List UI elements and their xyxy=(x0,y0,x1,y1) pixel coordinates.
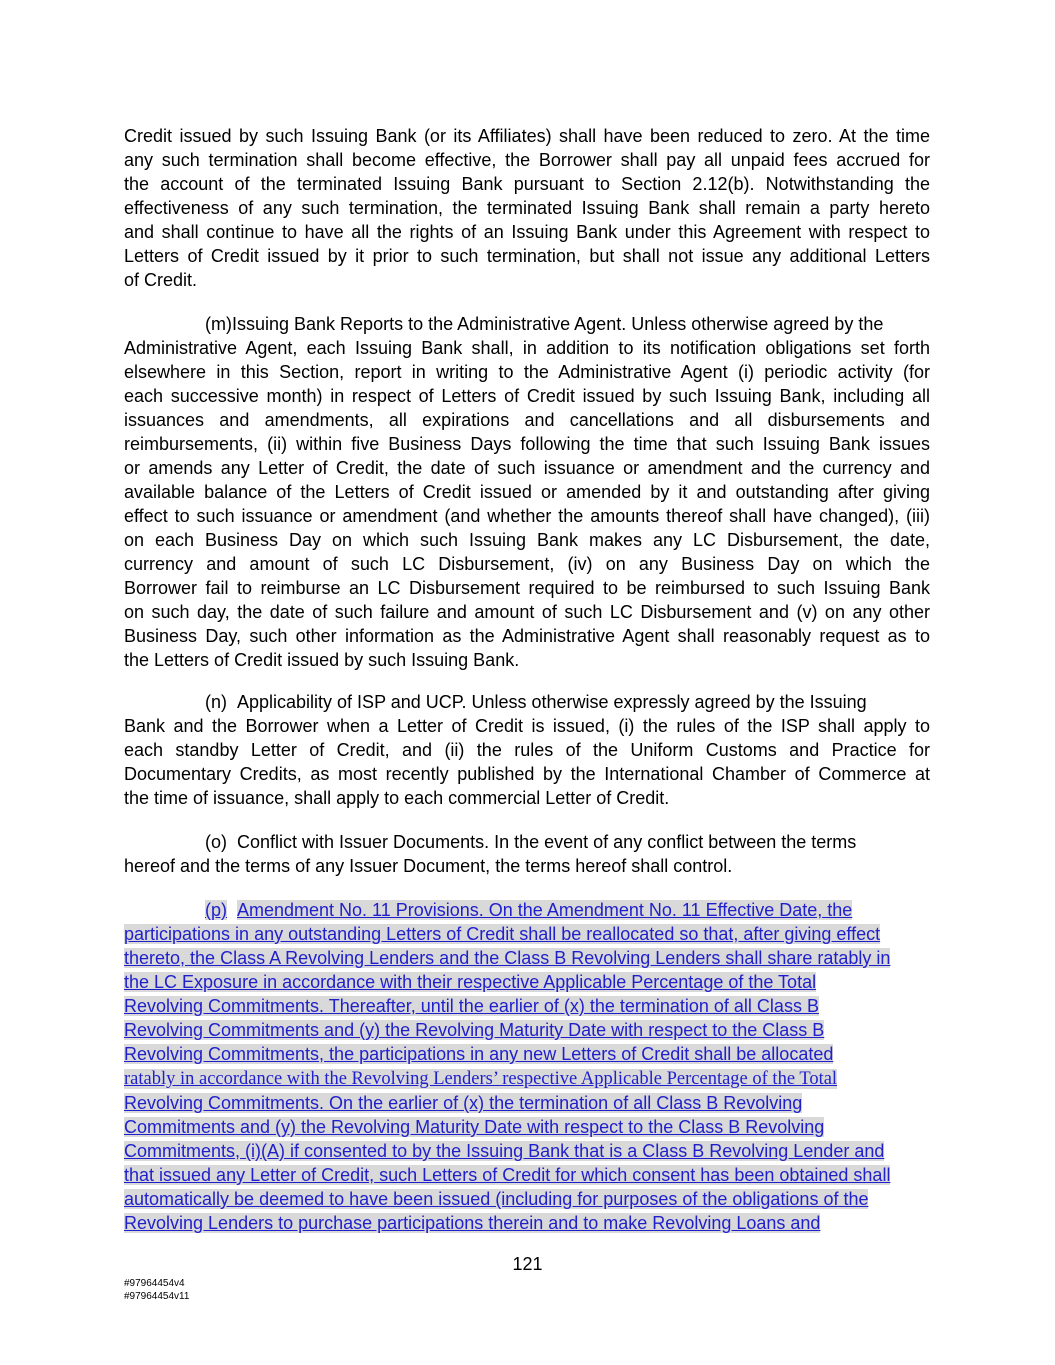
text-line xyxy=(124,1115,930,1139)
text-line xyxy=(124,994,930,1018)
text-line: effectiveness of any such termination, the terminated Issuing Bank shall remain a party hereto xyxy=(124,198,930,218)
text-line: reimbursements, (ii) within five Business Days following the time that such Issuing Bank issues xyxy=(124,434,930,454)
text-line: issuances and amendments, all expirations and cancellations and all disbursements and xyxy=(124,410,930,430)
inserted-text: automatically be deemed to have been issued (including for purposes of the obligations of the xyxy=(124,1189,869,1209)
paragraph-label: (m) xyxy=(205,314,232,334)
paragraph-first-line xyxy=(124,898,930,922)
page-number: 121 xyxy=(512,1254,543,1274)
inserted-text: Revolving Commitments, the participations in any new Letters of Credit shall be allocated xyxy=(124,1044,834,1064)
paragraph-label: (p) xyxy=(205,900,227,920)
text-line xyxy=(124,1187,930,1211)
document-id: #97964454v4 xyxy=(124,1278,185,1289)
paragraph-o xyxy=(124,830,930,878)
paragraph-label: (n) xyxy=(205,692,227,712)
text-line: Letters of Credit issued by it prior to such termination, but shall not issue any additional Letters xyxy=(124,246,930,266)
paragraph-label: (o) xyxy=(205,832,227,852)
text-line xyxy=(124,970,930,994)
paragraph-heading: Applicability of ISP and UCP. Unless otherwise expressly agreed by the Issuing xyxy=(237,692,867,712)
text-line: Borrower fail to reimburse an LC Disbursement required to be reimbursed to such Issuing Bank xyxy=(124,578,930,598)
text-line xyxy=(124,1042,930,1066)
text-line: on such day, the date of such failure and amount of such LC Disbursement and (v) on any other xyxy=(124,602,930,622)
text-line: Credit issued by such Issuing Bank (or its Affiliates) shall have been reduced to zero. At the time xyxy=(124,126,930,146)
text-line: any such termination shall become effective, the Borrower shall pay all unpaid fees accrued for xyxy=(124,150,930,170)
text-line: hereof and the terms of any Issuer Document, the terms hereof shall control. xyxy=(124,856,733,876)
inserted-text: Commitments and (y) the Revolving Maturity Date with respect to the Class B Revolving xyxy=(124,1117,825,1137)
text-line xyxy=(124,1163,930,1187)
text-line: Bank and the Borrower when a Letter of Credit is issued, (i) the rules of the ISP shall apply to xyxy=(124,716,930,736)
paragraph-first-line xyxy=(124,312,930,336)
text-line: currency and amount of such LC Disbursement, (iv) on any Business Day on which the xyxy=(124,554,930,574)
text-line: elsewhere in this Section, report in writing to the Administrative Agent (i) periodic activity (for xyxy=(124,362,930,382)
text-line: or amends any Letter of Credit, the date of such issuance or amendment and the currency and xyxy=(124,458,930,478)
inserted-text: Commitments, (i)(A) if consented to by the Issuing Bank that is a Class B Revolving Lender and xyxy=(124,1141,885,1161)
inserted-text: thereto, the Class A Revolving Lenders and the Class B Revolving Lenders shall share ratably in xyxy=(124,948,891,968)
paragraph-heading: Issuing Bank Reports to the Administrative Agent. Unless otherwise agreed by the xyxy=(231,314,884,334)
text-line xyxy=(124,1091,930,1115)
paragraph-heading: Conflict with Issuer Documents. In the event of any conflict between the terms xyxy=(237,832,857,852)
paragraph-p-inserted xyxy=(124,898,930,1235)
inserted-text: Revolving Commitments. Thereafter, until the earlier of (x) the termination of all Class B xyxy=(124,996,819,1016)
inserted-text: ratably in accordance with the Revolving Lenders’ respective Applicable Percentage of the Total xyxy=(124,1069,838,1089)
inserted-text: participations in any outstanding Letters of Credit shall be reallocated so that, after giving effect xyxy=(124,924,881,944)
inserted-text: the LC Exposure in accordance with their respective Applicable Percentage of the Total xyxy=(124,972,817,992)
document-id: #97964454v11 xyxy=(124,1291,190,1302)
text-line: Business Day, such other information as the Administrative Agent shall reasonably request as to xyxy=(124,626,930,646)
text-line: the account of the terminated Issuing Bank pursuant to Section 2.12(b). Notwithstanding the xyxy=(124,174,930,194)
text-line xyxy=(124,1018,930,1042)
paragraph-l-continuation xyxy=(124,124,930,292)
inserted-text: that issued any Letter of Credit, such Letters of Credit for which consent has been obtained shall xyxy=(124,1165,891,1185)
text-line: Documentary Credits, as most recently published by the International Chamber of Commerce at xyxy=(124,764,930,784)
paragraph-m xyxy=(124,312,930,672)
text-line xyxy=(124,1139,930,1163)
paragraph-heading: Amendment No. 11 Provisions. On the Amendment No. 11 Effective Date, the xyxy=(237,900,853,920)
text-line xyxy=(124,1211,930,1235)
text-line: available balance of the Letters of Credit issued or amended by it and outstanding after giving xyxy=(124,482,930,502)
inserted-text: Revolving Commitments and (y) the Revolving Maturity Date with respect to the Class B xyxy=(124,1020,825,1040)
paragraph-first-line xyxy=(124,830,930,854)
text-line xyxy=(124,946,930,970)
paragraph-n xyxy=(124,690,930,810)
paragraph-first-line xyxy=(124,690,930,714)
text-line: each successive month) in respect of Letters of Credit issued by such Issuing Bank, including all xyxy=(124,386,930,406)
text-line: on each Business Day on which such Issuing Bank makes any LC Disbursement, the date, xyxy=(124,530,930,550)
text-line: Administrative Agent, each Issuing Bank shall, in addition to its notification obligations set forth xyxy=(124,338,930,358)
text-line: the Letters of Credit issued by such Issuing Bank. xyxy=(124,650,520,670)
text-line xyxy=(124,922,930,946)
text-line: each standby Letter of Credit, and (ii) the rules of the Uniform Customs and Practice for xyxy=(124,740,930,760)
inserted-text: Revolving Lenders to purchase participations therein and to make Revolving Loans and xyxy=(124,1213,821,1233)
text-line: and shall continue to have all the rights of an Issuing Bank under this Agreement with respect to xyxy=(124,222,930,242)
inserted-text: Revolving Commitments. On the earlier of (x) the termination of all Class B Revolving xyxy=(124,1093,803,1113)
text-line xyxy=(124,1066,930,1091)
text-line: effect to such issuance or amendment (and whether the amounts thereof shall have changed), (iii) xyxy=(124,506,930,526)
text-line: the time of issuance, shall apply to each commercial Letter of Credit. xyxy=(124,788,670,808)
text-line: of Credit. xyxy=(124,270,198,290)
